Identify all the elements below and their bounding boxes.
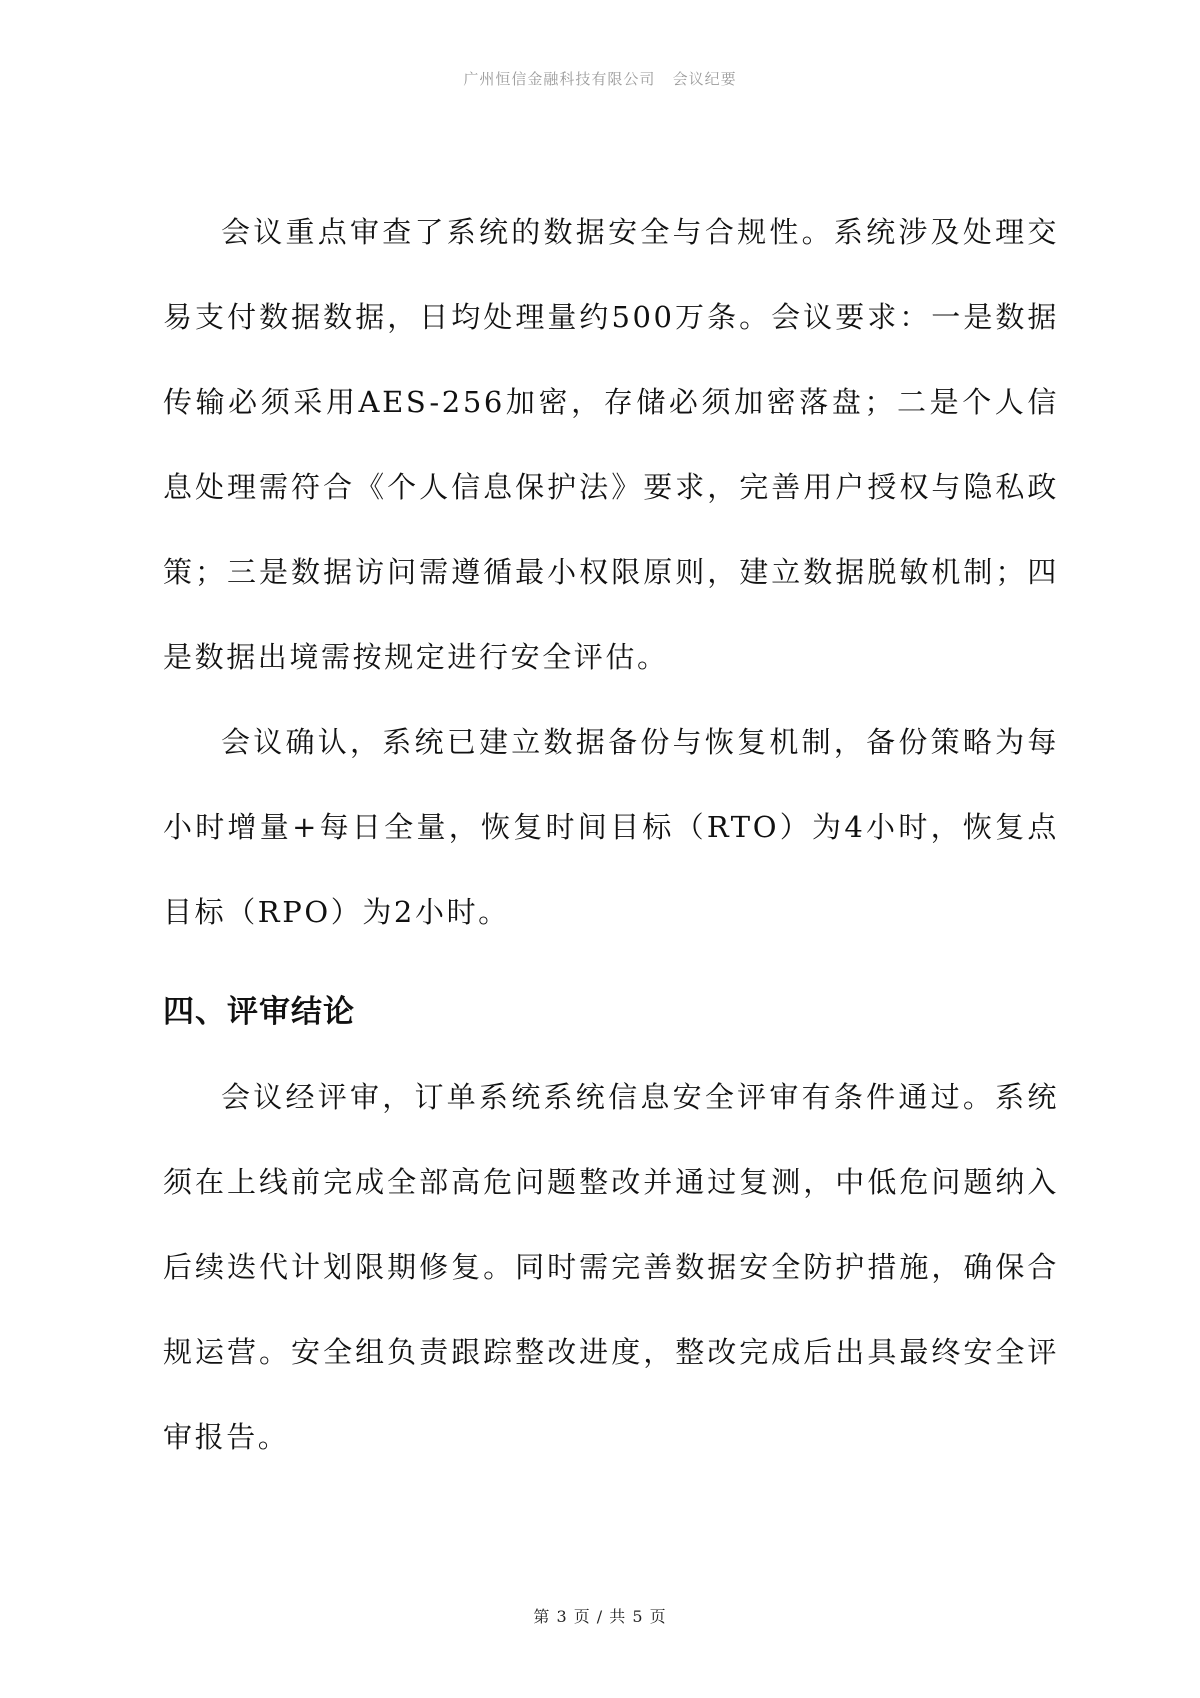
header-company: 广州恒信金融科技有限公司 <box>463 70 656 88</box>
section-heading-review-conclusion: 四、评审结论 <box>163 994 355 1030</box>
document-body <box>163 190 1059 1480</box>
paragraph-backup-recovery: 会议确认，系统已建立数据备份与恢复机制，备份策略为每小时增量+每日全量，恢复时间目标（RTO）为4小时，恢复点目标（RPO）为2小时。 <box>163 725 1059 929</box>
page-footer: 第 3 页 / 共 5 页 <box>533 1607 667 1626</box>
page-header <box>0 68 1200 89</box>
paragraph-review-conclusion: 会议经评审，订单系统系统信息安全评审有条件通过。系统须在上线前完成全部高危问题整改并通过复测，中低危问题纳入后续迭代计划限期修复。同时需完善数据安全防护措施，确保合规运营。安全组负责跟踪整改进度，整改完成后出具最终安全评审报告。 <box>163 1080 1059 1454</box>
header-doc-type: 会议纪要 <box>672 70 737 88</box>
paragraph-data-security: 会议重点审查了系统的数据安全与合规性。系统涉及处理交易支付数据数据，日均处理量约500万条。会议要求：一是数据传输必须采用AES-256加密，存储必须加密落盘；二是个人信息处理需符合《个人信息保护法》要求，完善用户授权与隐私政策；三是数据访问需遵循最小权限原则，建立数据脱敏机制；四是数据出境需按规定进行安全评估。 <box>163 215 1059 674</box>
